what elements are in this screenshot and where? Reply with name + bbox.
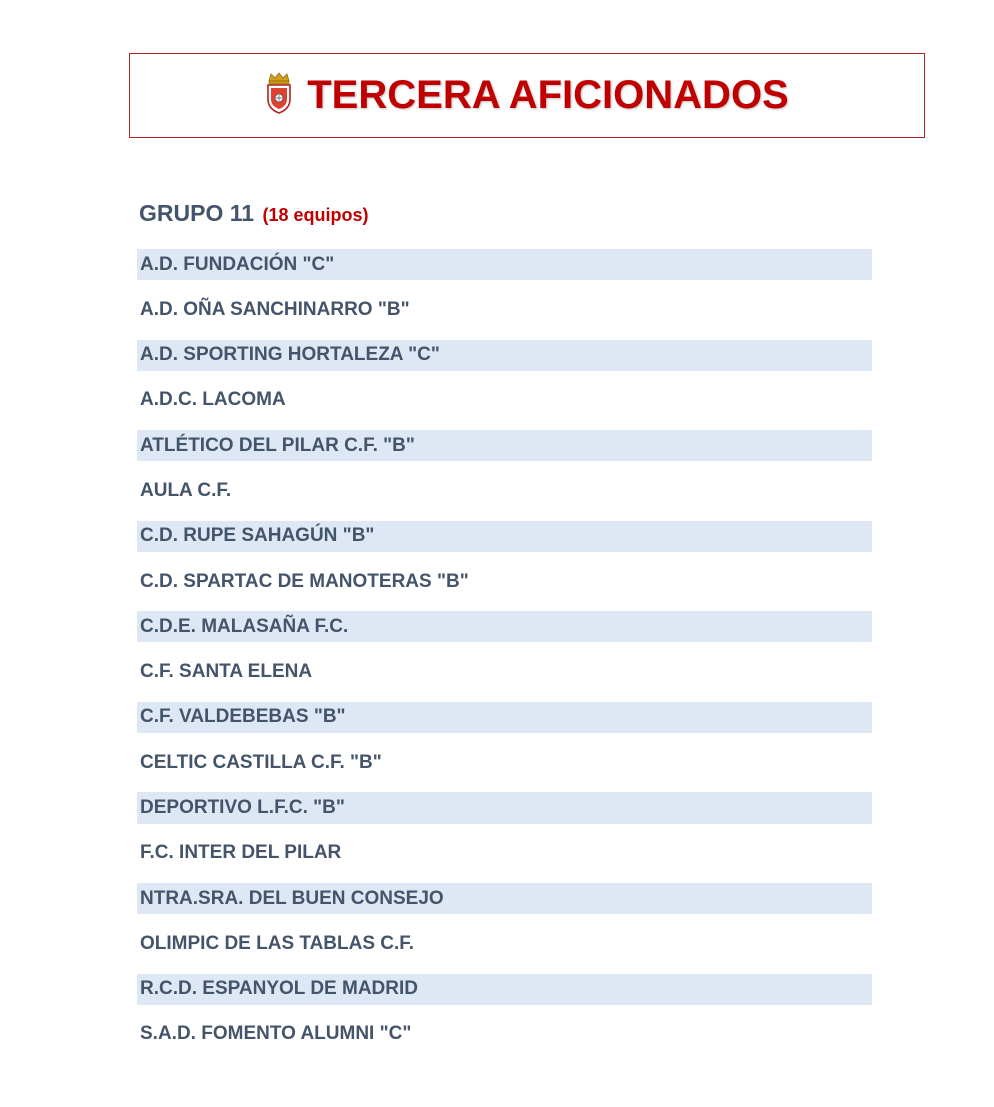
team-row: NTRA.SRA. DEL BUEN CONSEJO (137, 883, 872, 914)
team-row: S.A.D. FOMENTO ALUMNI "C" (140, 1023, 412, 1045)
team-row: C.D.E. MALASAÑA F.C. (137, 611, 872, 642)
team-row: A.D. FUNDACIÓN "C" (137, 249, 872, 280)
team-row: CELTIC CASTILLA C.F. "B" (140, 751, 382, 773)
federation-crest-icon (265, 71, 293, 115)
group-heading (139, 200, 369, 227)
team-row: C.F. VALDEBEBAS "B" (137, 702, 872, 733)
team-row: R.C.D. ESPANYOL DE MADRID (137, 974, 872, 1005)
team-row: A.D. SPORTING HORTALEZA "C" (137, 340, 872, 371)
team-row: OLIMPIC DE LAS TABLAS C.F. (140, 932, 415, 954)
team-row: C.D. RUPE SAHAGÚN "B" (137, 521, 872, 552)
team-row: A.D.C. LACOMA (140, 389, 286, 411)
group-name: GRUPO 11 (139, 200, 255, 226)
team-row: AULA C.F. (140, 480, 232, 501)
team-list (137, 249, 872, 1064)
page-title: TERCERA AFICIONADOS (307, 73, 789, 117)
team-row: ATLÉTICO DEL PILAR C.F. "B" (137, 430, 872, 461)
title-banner (129, 53, 925, 138)
team-row: C.D. SPARTAC DE MANOTERAS "B" (140, 570, 469, 592)
team-row: C.F. SANTA ELENA (140, 661, 313, 683)
group-team-count: (18 equipos) (262, 205, 369, 225)
team-row: DEPORTIVO L.F.C. "B" (137, 792, 872, 823)
team-row: F.C. INTER DEL PILAR (140, 842, 342, 864)
team-row: A.D. OÑA SANCHINARRO "B" (140, 298, 410, 320)
